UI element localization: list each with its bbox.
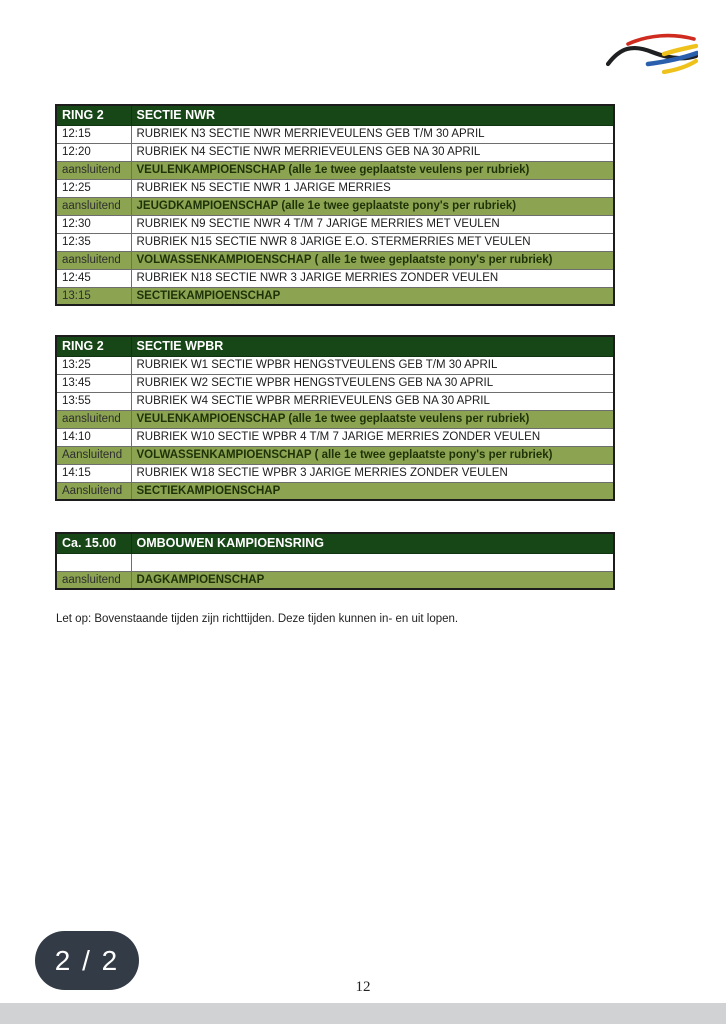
- description-cell: RUBRIEK N3 SECTIE NWR MERRIEVEULENS GEB T/M 30 APRIL: [131, 125, 614, 143]
- description-cell: VOLWASSENKAMPIOENSCHAP ( alle 1e twee geplaatste pony's per rubriek): [131, 446, 614, 464]
- table-row: [56, 446, 614, 464]
- table-row: [56, 356, 614, 374]
- schedule-table-kampioensring: [55, 532, 615, 590]
- description-cell: VEULENKAMPIOENSCHAP (alle 1e twee geplaatste veulens per rubriek): [131, 161, 614, 179]
- time-cell: 13:25: [56, 356, 131, 374]
- table-row: [56, 215, 614, 233]
- description-cell: RUBRIEK N4 SECTIE NWR MERRIEVEULENS GEB NA 30 APRIL: [131, 143, 614, 161]
- description-cell: RUBRIEK N9 SECTIE NWR 4 T/M 7 JARIGE MERRIES MET VEULEN: [131, 215, 614, 233]
- table-row: [56, 553, 614, 571]
- table-row: [56, 374, 614, 392]
- time-cell: 13:15: [56, 287, 131, 305]
- time-cell: 12:30: [56, 215, 131, 233]
- description-cell: RUBRIEK W2 SECTIE WPBR HENGSTVEULENS GEB NA 30 APRIL: [131, 374, 614, 392]
- document-page-number: 12: [355, 979, 371, 995]
- description-cell: RUBRIEK W1 SECTIE WPBR HENGSTVEULENS GEB T/M 30 APRIL: [131, 356, 614, 374]
- ring-header-cell: RING 2: [56, 336, 131, 356]
- description-cell: SECTIEKAMPIOENSCHAP: [131, 482, 614, 500]
- time-cell: 14:15: [56, 464, 131, 482]
- ring-header-cell: RING 2: [56, 105, 131, 125]
- table-row: [56, 392, 614, 410]
- table-row: [56, 161, 614, 179]
- bottom-gray-strip: [0, 1003, 726, 1024]
- time-cell: [56, 553, 131, 571]
- description-cell: RUBRIEK W4 SECTIE WPBR MERRIEVEULENS GEB NA 30 APRIL: [131, 392, 614, 410]
- activity-header-cell: OMBOUWEN KAMPIOENSRING: [131, 533, 614, 553]
- table-row: [56, 233, 614, 251]
- description-cell: RUBRIEK N18 SECTIE NWR 3 JARIGE MERRIES ZONDER VEULEN: [131, 269, 614, 287]
- schedule-table-sectie-wpbr: [55, 335, 615, 501]
- description-cell: RUBRIEK N5 SECTIE NWR 1 JARIGE MERRIES: [131, 179, 614, 197]
- table-row: [56, 287, 614, 305]
- time-cell: Aansluitend: [56, 446, 131, 464]
- time-cell: 12:35: [56, 233, 131, 251]
- time-cell: 13:55: [56, 392, 131, 410]
- description-cell: SECTIEKAMPIOENSCHAP: [131, 287, 614, 305]
- table-row: [56, 125, 614, 143]
- brand-swoosh-logo-icon: [606, 30, 698, 82]
- table-row: [56, 197, 614, 215]
- page-indicator-label: 2 / 2: [54, 944, 120, 976]
- table-header-row: [56, 533, 614, 553]
- table-row: [56, 464, 614, 482]
- table-row: [56, 410, 614, 428]
- time-cell: 14:10: [56, 428, 131, 446]
- table-row: [56, 482, 614, 500]
- description-cell: RUBRIEK W10 SECTIE WPBR 4 T/M 7 JARIGE MERRIES ZONDER VEULEN: [131, 428, 614, 446]
- time-cell: Aansluitend: [56, 482, 131, 500]
- time-cell: aansluitend: [56, 571, 131, 589]
- table-row: [56, 571, 614, 589]
- time-cell: 12:20: [56, 143, 131, 161]
- time-cell: aansluitend: [56, 197, 131, 215]
- time-cell: 12:25: [56, 179, 131, 197]
- description-cell: JEUGDKAMPIOENSCHAP (alle 1e twee geplaatste pony's per rubriek): [131, 197, 614, 215]
- time-cell: 12:45: [56, 269, 131, 287]
- time-cell: 12:15: [56, 125, 131, 143]
- description-cell: [131, 553, 614, 571]
- table-header-row: [56, 336, 614, 356]
- time-cell: 13:45: [56, 374, 131, 392]
- table-row: [56, 179, 614, 197]
- timing-disclaimer-note: Let op: Bovenstaande tijden zijn richttijden. Deze tijden kunnen in- en uit lopen.: [56, 613, 459, 625]
- description-cell: DAGKAMPIOENSCHAP: [131, 571, 614, 589]
- table-row: [56, 143, 614, 161]
- table-header-row: [56, 105, 614, 125]
- schedule-table-sectie-nwr: [55, 104, 615, 306]
- time-cell: aansluitend: [56, 161, 131, 179]
- time-cell: aansluitend: [56, 410, 131, 428]
- time-header-cell: Ca. 15.00: [56, 533, 131, 553]
- description-cell: RUBRIEK W18 SECTIE WPBR 3 JARIGE MERRIES ZONDER VEULEN: [131, 464, 614, 482]
- description-cell: VEULENKAMPIOENSCHAP (alle 1e twee geplaatste veulens per rubriek): [131, 410, 614, 428]
- table-row: [56, 428, 614, 446]
- description-cell: RUBRIEK N15 SECTIE NWR 8 JARIGE E.O. STERMERRIES MET VEULEN: [131, 233, 614, 251]
- table-row: [56, 269, 614, 287]
- time-cell: aansluitend: [56, 251, 131, 269]
- section-header-cell: SECTIE NWR: [131, 105, 614, 125]
- table-row: [56, 251, 614, 269]
- description-cell: VOLWASSENKAMPIOENSCHAP ( alle 1e twee geplaatste pony's per rubriek): [131, 251, 614, 269]
- section-header-cell: SECTIE WPBR: [131, 336, 614, 356]
